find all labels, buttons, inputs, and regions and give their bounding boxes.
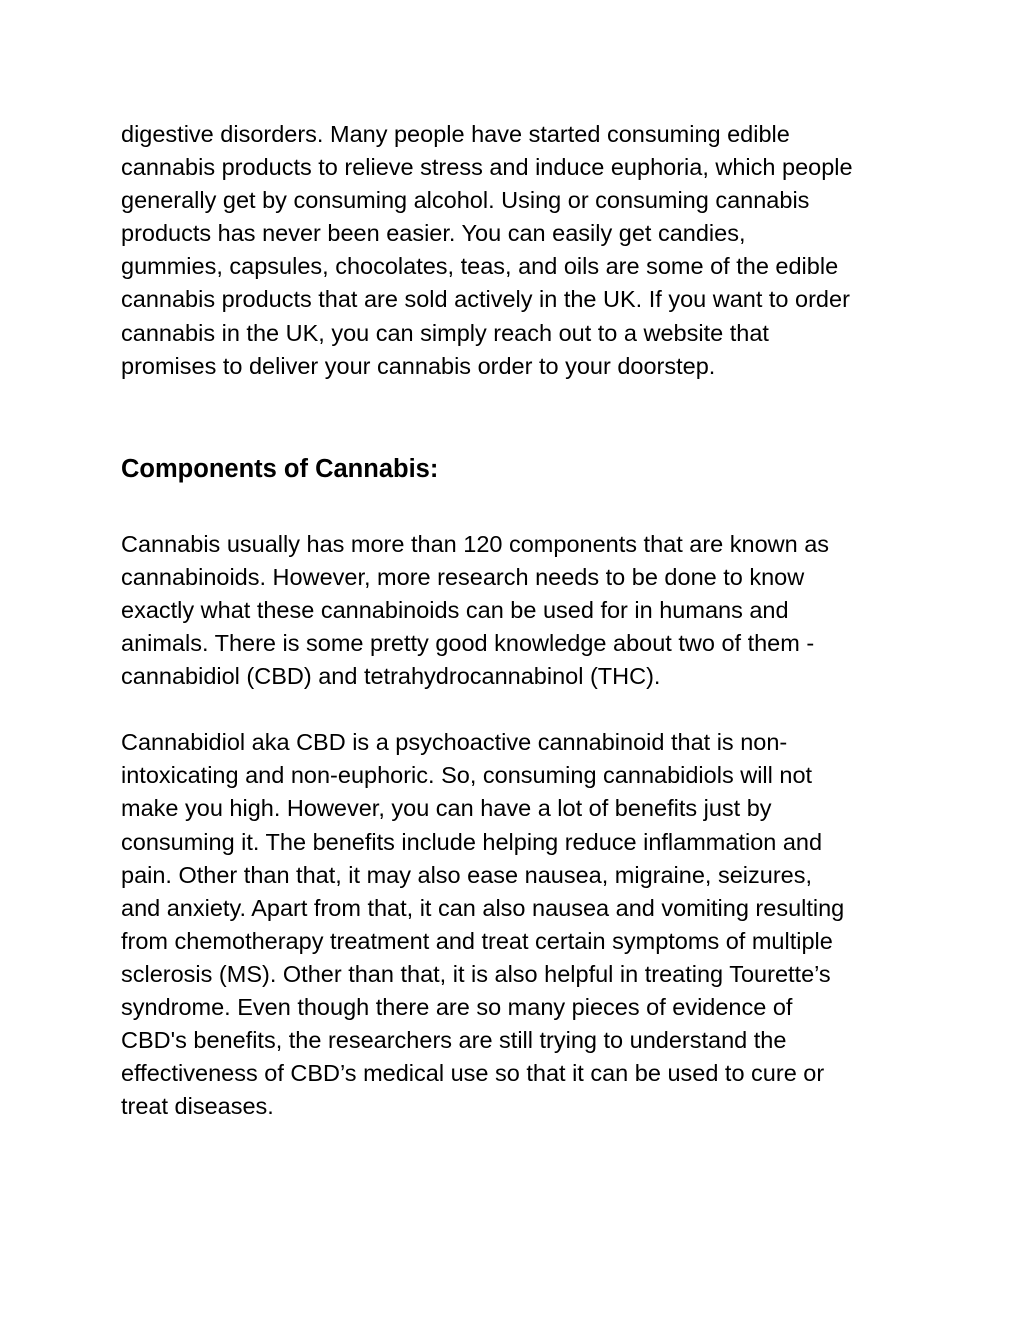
text-line: products has never been easier. You can easily get candies,	[121, 220, 746, 247]
text-line: make you high. However, you can have a lot of benefits just by	[121, 795, 772, 822]
text-line: pain. Other than that, it may also ease nausea, migraine, seizures,	[121, 861, 813, 888]
text-line: intoxicating and non-euphoric. So, consuming cannabidiols will not	[121, 762, 813, 789]
text-line: cannabis in the UK, you can simply reach out to a website that	[121, 319, 769, 346]
text-line: cannabinoids. However, more research needs to be done to know	[121, 563, 805, 590]
text-line: treat diseases.	[121, 1093, 274, 1120]
text-line: effectiveness of CBD’s medical use so that it can be used to cure or	[121, 1060, 825, 1087]
text-line: CBD's benefits, the researchers are still trying to understand the	[121, 1027, 787, 1054]
text-line: gummies, capsules, chocolates, teas, and oils are some of the edible	[121, 253, 839, 280]
text-line: Cannabidiol aka CBD is a psychoactive cannabinoid that is non-	[121, 729, 788, 756]
text-line: consuming it. The benefits include helping reduce inflammation and	[121, 828, 823, 855]
text-line: cannabidiol (CBD) and tetrahydrocannabinol (THC).	[121, 663, 661, 690]
paragraph-cbd	[121, 726, 921, 1123]
text-line: exactly what these cannabinoids can be used for in humans and	[121, 596, 789, 623]
paragraph-components	[121, 528, 921, 693]
text-line: from chemotherapy treatment and treat certain symptoms of multiple	[121, 927, 833, 954]
text-line: cannabis products to relieve stress and induce euphoria, which people	[121, 154, 853, 181]
text-line: digestive disorders. Many people have started consuming edible	[121, 121, 790, 147]
paragraph-digestive	[121, 118, 921, 383]
text-line: generally get by consuming alcohol. Using or consuming cannabis	[121, 187, 810, 214]
text-line: cannabis products that are sold actively in the UK. If you want to order	[121, 286, 850, 313]
text-line: sclerosis (MS). Other than that, it is also helpful in treating Tourette’s	[121, 960, 831, 987]
document-page	[121, 118, 921, 1123]
text-line: and anxiety. Apart from that, it can also nausea and vomiting resulting	[121, 894, 845, 921]
section-heading: Components of Cannabis:	[121, 454, 439, 483]
text-line: syndrome. Even though there are so many pieces of evidence of	[121, 993, 793, 1020]
text-line: promises to deliver your cannabis order to your doorstep.	[121, 352, 716, 379]
text-line: Cannabis usually has more than 120 components that are known as	[121, 530, 830, 557]
text-line: animals. There is some pretty good knowledge about two of them -	[121, 630, 815, 657]
